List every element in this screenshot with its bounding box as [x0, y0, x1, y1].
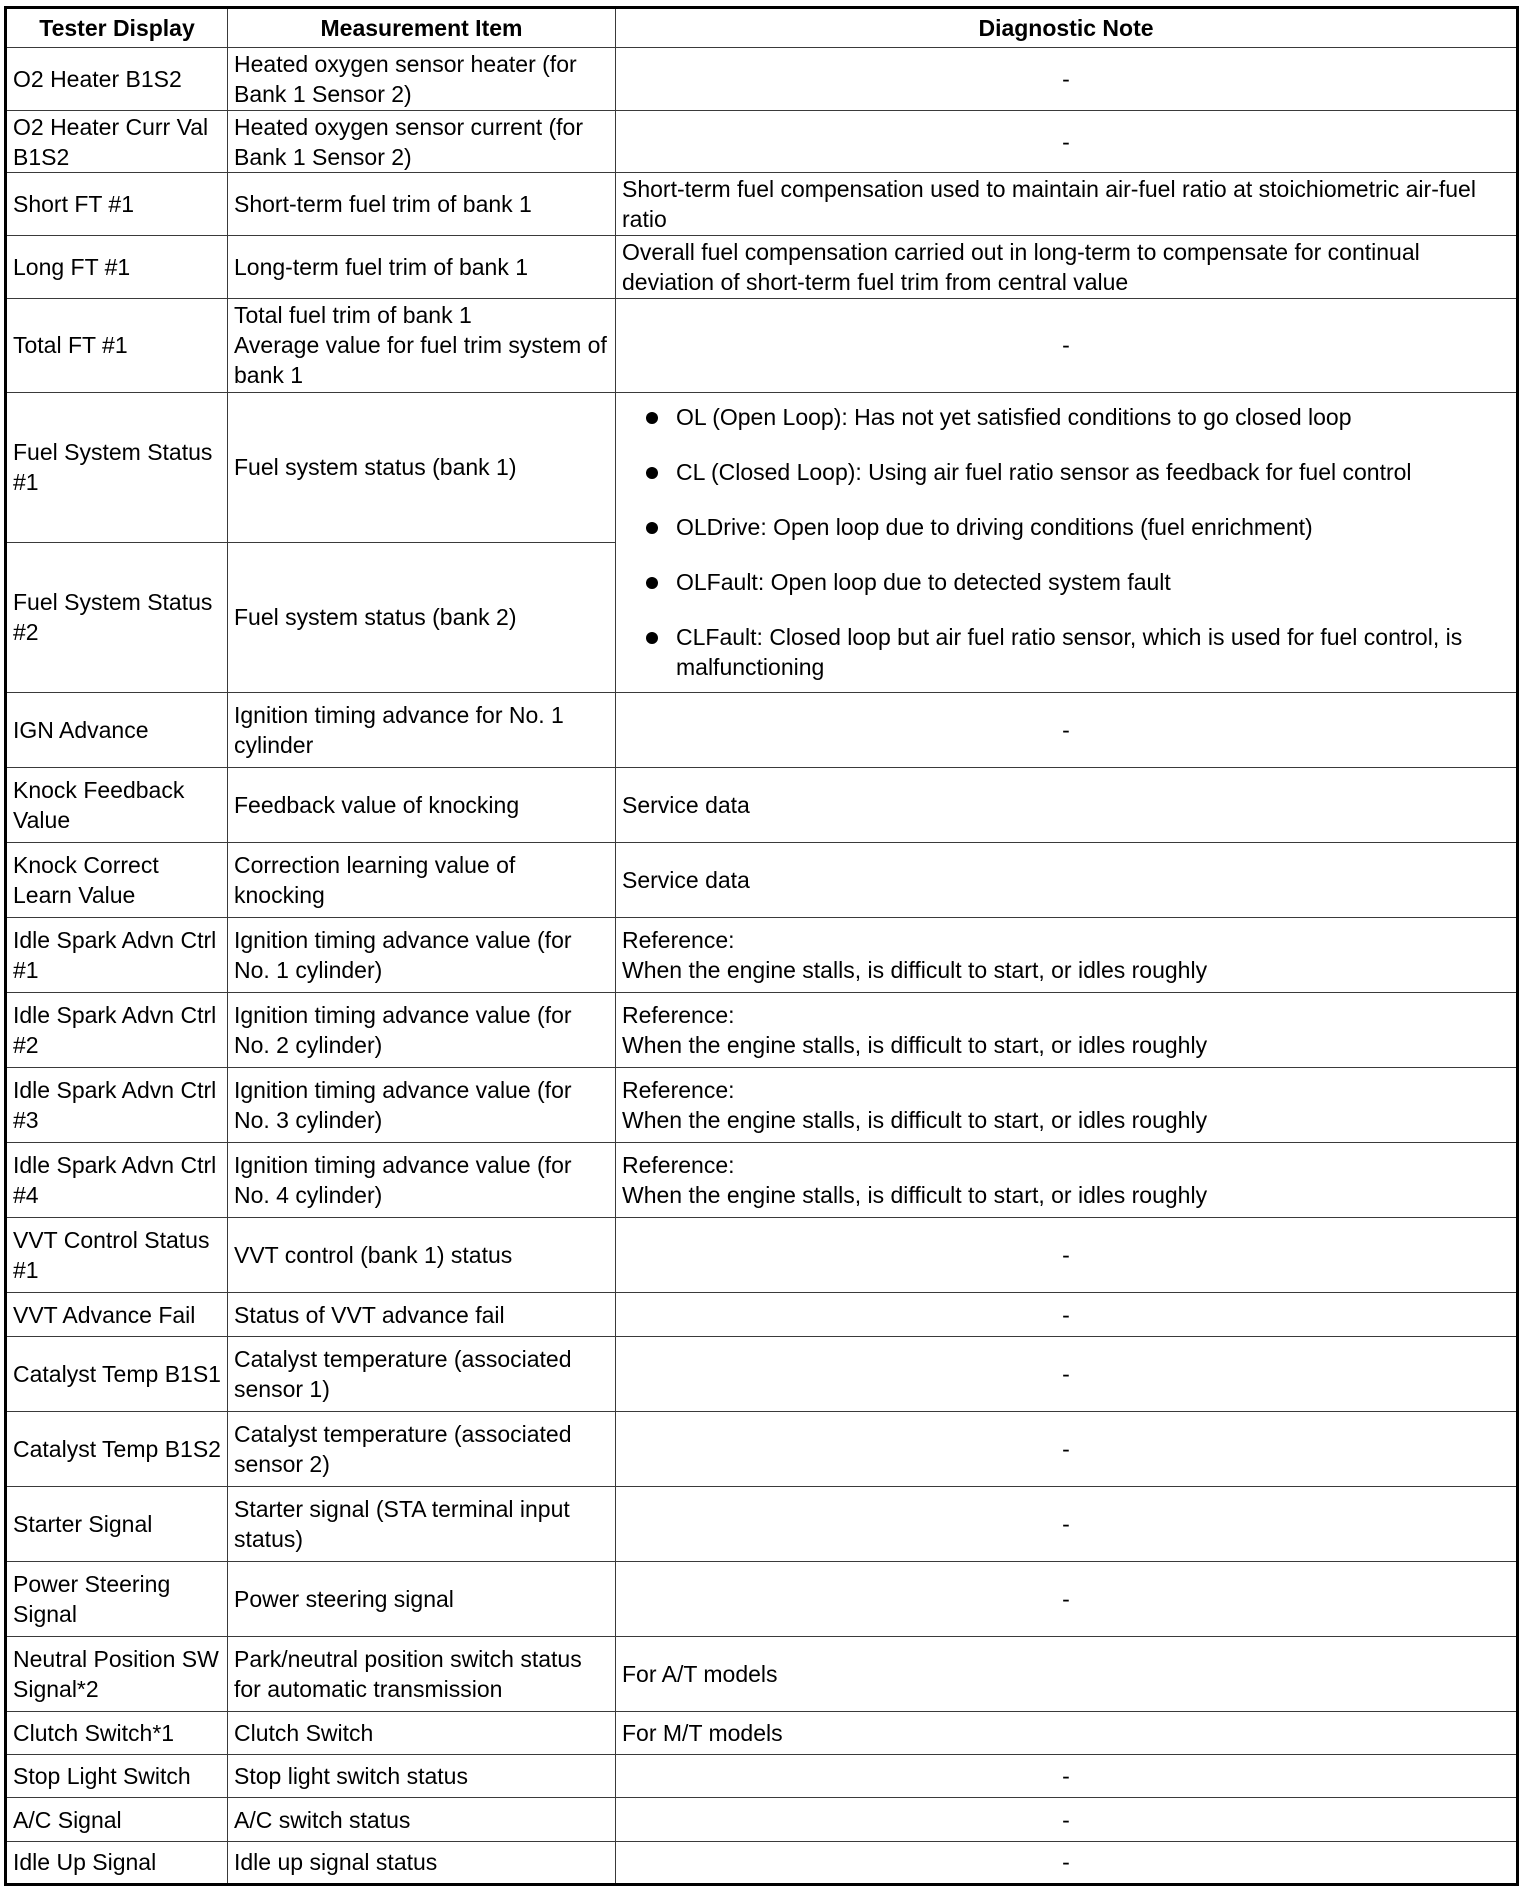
note-text: When the engine stalls, is difficult to start, or idles roughly	[622, 1107, 1208, 1134]
diagnostic-note-cell: -	[616, 110, 1518, 173]
measurement-item-cell: Fuel system status (bank 2)	[228, 542, 616, 692]
tester-display-cell: Idle Spark Advn Ctrl #1	[6, 918, 228, 993]
data-list-table	[4, 6, 1519, 1886]
table-row	[6, 1143, 1518, 1218]
fuel-status-notes-cell	[616, 392, 1518, 692]
tester-display-cell: Short FT #1	[6, 173, 228, 236]
diagnostic-note-cell: Service data	[616, 843, 1518, 918]
measurement-item-cell: Starter signal (STA terminal input status)	[228, 1486, 616, 1561]
tester-display-cell: Knock Feedback Value	[6, 767, 228, 842]
diagnostic-note-cell: -	[616, 48, 1518, 111]
measurement-item-cell: Correction learning value of knocking	[228, 843, 616, 918]
tester-display-cell: Catalyst Temp B1S1	[6, 1336, 228, 1411]
diagnostic-note-cell: -	[616, 1486, 1518, 1561]
table-row	[6, 692, 1518, 767]
diagnostic-note-cell: -	[616, 1336, 1518, 1411]
diagnostic-note-cell: Overall fuel compensation carried out in long-term to compensate for continual deviation of short-term fuel trim from central value	[616, 236, 1518, 299]
table-row	[6, 1755, 1518, 1798]
note-text: When the engine stalls, is difficult to start, or idles roughly	[622, 1032, 1208, 1059]
list-item: OLFault: Open loop due to detected system fault	[642, 567, 1510, 597]
table-row	[6, 918, 1518, 993]
tester-display-cell: VVT Control Status #1	[6, 1218, 228, 1293]
note-label: Reference:	[622, 1077, 735, 1104]
note-label: Reference:	[622, 1002, 735, 1029]
note-label: Reference:	[622, 1152, 735, 1179]
diagnostic-note-cell: For A/T models	[616, 1636, 1518, 1711]
measurement-item-cell: Ignition timing advance value (for No. 1 cylinder)	[228, 918, 616, 993]
measurement-item-cell: A/C switch status	[228, 1798, 616, 1841]
table-row	[6, 767, 1518, 842]
table-row	[6, 298, 1518, 392]
diagnostic-note-cell	[616, 1068, 1518, 1143]
tester-display-cell: VVT Advance Fail	[6, 1293, 228, 1336]
tester-display-cell: IGN Advance	[6, 692, 228, 767]
tester-display-cell: Idle Spark Advn Ctrl #4	[6, 1143, 228, 1218]
table-row	[6, 392, 1518, 542]
measurement-item-cell: Heated oxygen sensor current (for Bank 1 Sensor 2)	[228, 110, 616, 173]
table-row	[6, 1798, 1518, 1841]
diagnostic-note-cell: Short-term fuel compensation used to maintain air-fuel ratio at stoichiometric air-fuel ratio	[616, 173, 1518, 236]
header-tester-display: Tester Display	[6, 8, 228, 48]
tester-display-cell: Idle Spark Advn Ctrl #2	[6, 993, 228, 1068]
measurement-item-cell: Ignition timing advance for No. 1 cylinder	[228, 692, 616, 767]
measurement-item-cell: Ignition timing advance value (for No. 3 cylinder)	[228, 1068, 616, 1143]
list-item: OLDrive: Open loop due to driving conditions (fuel enrichment)	[642, 512, 1510, 542]
tester-display-cell: Fuel System Status #1	[6, 392, 228, 542]
measurement-item-cell: Fuel system status (bank 1)	[228, 392, 616, 542]
note-text: When the engine stalls, is difficult to start, or idles roughly	[622, 957, 1208, 984]
table-row	[6, 1561, 1518, 1636]
measurement-item-cell: Catalyst temperature (associated sensor 1)	[228, 1336, 616, 1411]
tester-display-cell: Long FT #1	[6, 236, 228, 299]
diagnostic-note-cell	[616, 1143, 1518, 1218]
fuel-status-list	[622, 402, 1510, 682]
tester-display-cell: A/C Signal	[6, 1798, 228, 1841]
data-list-document	[4, 6, 1516, 1886]
tester-display-cell: Neutral Position SW Signal*2	[6, 1636, 228, 1711]
tester-display-cell: Clutch Switch*1	[6, 1712, 228, 1755]
diagnostic-note-cell: -	[616, 298, 1518, 392]
measurement-item-cell: Clutch Switch	[228, 1712, 616, 1755]
tester-display-cell: Idle Up Signal	[6, 1841, 228, 1884]
tester-display-cell: Knock Correct Learn Value	[6, 843, 228, 918]
diagnostic-note-cell: -	[616, 1755, 1518, 1798]
table-row	[6, 1411, 1518, 1486]
tester-display-cell: O2 Heater Curr Val B1S2	[6, 110, 228, 173]
measurement-item-cell: Feedback value of knocking	[228, 767, 616, 842]
table-row	[6, 1293, 1518, 1336]
measurement-item-cell	[228, 298, 616, 392]
measurement-item-cell: Status of VVT advance fail	[228, 1293, 616, 1336]
diagnostic-note-cell: -	[616, 1293, 1518, 1336]
measurement-item-cell: Ignition timing advance value (for No. 2 cylinder)	[228, 993, 616, 1068]
diagnostic-note-cell	[616, 918, 1518, 993]
diagnostic-note-cell: Service data	[616, 767, 1518, 842]
tester-display-cell: Fuel System Status #2	[6, 542, 228, 692]
tester-display-cell: Catalyst Temp B1S2	[6, 1411, 228, 1486]
tester-display-cell: Total FT #1	[6, 298, 228, 392]
header-measurement-item: Measurement Item	[228, 8, 616, 48]
list-item: CLFault: Closed loop but air fuel ratio sensor, which is used for fuel control, is malfunctioning	[642, 622, 1510, 682]
measurement-item-line: Average value for fuel trim system of bank 1	[234, 332, 607, 389]
table-row	[6, 1841, 1518, 1884]
table-row	[6, 48, 1518, 111]
header-row	[6, 8, 1518, 48]
measurement-item-cell: Catalyst temperature (associated sensor 2)	[228, 1411, 616, 1486]
list-item: OL (Open Loop): Has not yet satisfied conditions to go closed loop	[642, 402, 1510, 432]
measurement-item-cell: Ignition timing advance value (for No. 4 cylinder)	[228, 1143, 616, 1218]
list-item: CL (Closed Loop): Using air fuel ratio sensor as feedback for fuel control	[642, 457, 1510, 487]
diagnostic-note-cell: -	[616, 1798, 1518, 1841]
diagnostic-note-cell: -	[616, 1561, 1518, 1636]
tester-display-cell: O2 Heater B1S2	[6, 48, 228, 111]
tester-display-cell: Power Steering Signal	[6, 1561, 228, 1636]
diagnostic-note-cell: -	[616, 692, 1518, 767]
tester-display-cell: Stop Light Switch	[6, 1755, 228, 1798]
table-row	[6, 993, 1518, 1068]
header-diagnostic-note: Diagnostic Note	[616, 8, 1518, 48]
diagnostic-note-cell: -	[616, 1411, 1518, 1486]
measurement-item-cell: Idle up signal status	[228, 1841, 616, 1884]
note-text: When the engine stalls, is difficult to start, or idles roughly	[622, 1182, 1208, 1209]
measurement-item-cell: Stop light switch status	[228, 1755, 616, 1798]
measurement-item-cell: Short-term fuel trim of bank 1	[228, 173, 616, 236]
measurement-item-cell: Park/neutral position switch status for automatic transmission	[228, 1636, 616, 1711]
table-row	[6, 1336, 1518, 1411]
measurement-item-cell: VVT control (bank 1) status	[228, 1218, 616, 1293]
measurement-item-cell: Power steering signal	[228, 1561, 616, 1636]
measurement-item-line: Total fuel trim of bank 1	[234, 302, 472, 329]
diagnostic-note-cell: For M/T models	[616, 1712, 1518, 1755]
measurement-item-cell: Heated oxygen sensor heater (for Bank 1 Sensor 2)	[228, 48, 616, 111]
table-row	[6, 843, 1518, 918]
table-row	[6, 1712, 1518, 1755]
measurement-item-cell: Long-term fuel trim of bank 1	[228, 236, 616, 299]
table-row	[6, 173, 1518, 236]
diagnostic-note-cell: -	[616, 1218, 1518, 1293]
table-row	[6, 236, 1518, 299]
table-row	[6, 1218, 1518, 1293]
table-row	[6, 1486, 1518, 1561]
table-row	[6, 1636, 1518, 1711]
tester-display-cell: Starter Signal	[6, 1486, 228, 1561]
table-row	[6, 1068, 1518, 1143]
diagnostic-note-cell	[616, 993, 1518, 1068]
tester-display-cell: Idle Spark Advn Ctrl #3	[6, 1068, 228, 1143]
note-label: Reference:	[622, 927, 735, 954]
table-row	[6, 110, 1518, 173]
diagnostic-note-cell: -	[616, 1841, 1518, 1884]
